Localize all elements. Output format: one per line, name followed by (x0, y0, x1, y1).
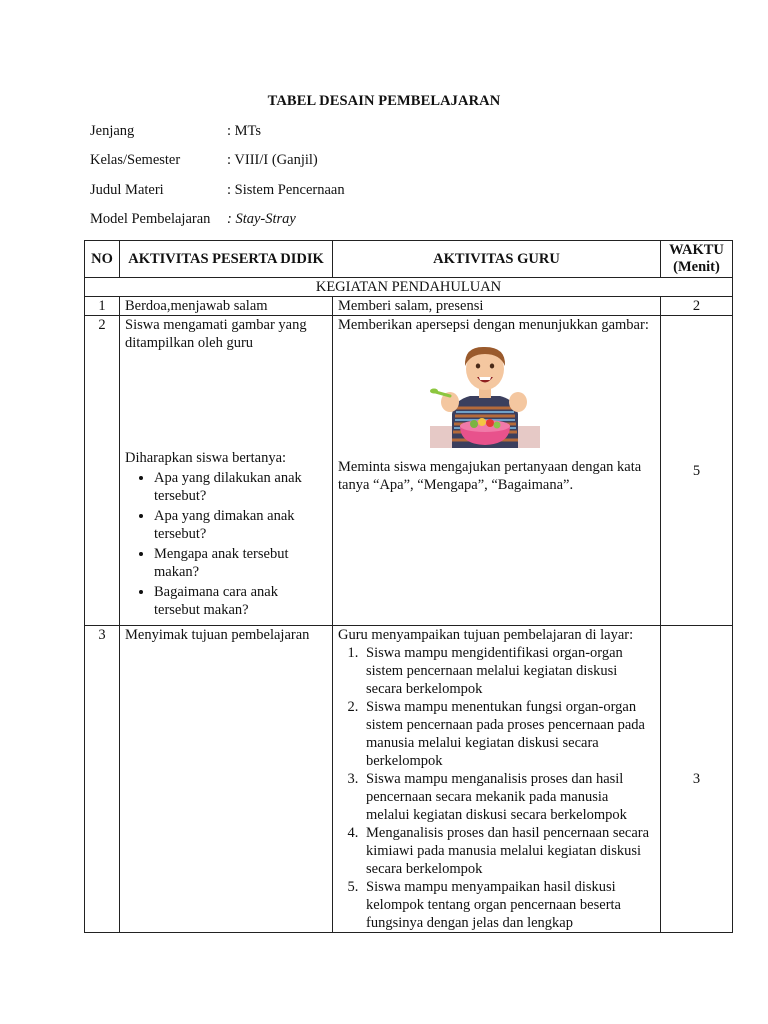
meta-row-model (90, 211, 296, 228)
list-item: 4. Menganalisis proses dan hasil pencernaan secara kimiawi pada manusia melalui kegiatan diskusi secara berkelompok (362, 824, 655, 878)
child-eating-illustration (430, 344, 540, 448)
list-item: • Bagaimana cara anak tersebut makan? (154, 583, 327, 619)
siswa-activity (120, 316, 333, 626)
guru-question-instruction: Meminta siswa mengajukan pertanyaan dengan kata tanya “Apa”, “Mengapa”, “Bagaimana”. (338, 459, 642, 493)
siswa-activity: Berdoa,menjawab salam (120, 297, 333, 316)
learning-design-table (84, 240, 733, 933)
meta-key: Model Pembelajaran (90, 211, 211, 227)
siswa-activity: Menyimak tujuan pembelajaran (120, 626, 333, 933)
header-aktivitas-siswa: AKTIVITAS PESERTA DIDIK (120, 241, 333, 278)
row-number: 2 (85, 316, 120, 626)
table-row (85, 626, 733, 933)
question-list (125, 469, 327, 619)
table-row (85, 297, 733, 316)
row-duration: 3 (661, 626, 733, 933)
row-duration: 5 (661, 316, 733, 626)
document-title: TABEL DESAIN PEMBELAJARAN (267, 93, 501, 109)
row-number: 3 (85, 626, 120, 933)
section-title: KEGIATAN PENDAHULUAN (85, 278, 733, 297)
guru-activity: Memberi salam, presensi (333, 297, 661, 316)
guru-activity (333, 626, 661, 933)
meta-value: : MTs (227, 123, 262, 139)
objectives-list (338, 644, 655, 932)
table-header-row (85, 241, 733, 278)
meta-value: : Stay-Stray (227, 211, 296, 227)
list-item: • Mengapa anak tersebut makan? (154, 545, 327, 581)
meta-key: Jenjang (90, 123, 135, 139)
list-item: 2. Siswa mampu menentukan fungsi organ-organ sistem pencernaan pada proses pencernaan pada manusia melalui kegiatan diskusi secara berkelompok (362, 698, 655, 770)
list-item: • Apa yang dilakukan anak tersebut? (154, 469, 327, 505)
meta-value: : Sistem Pencernaan (227, 182, 345, 198)
guru-activity (333, 316, 661, 626)
section-row (85, 278, 733, 297)
list-item: 1. Siswa mampu mengidentifikasi organ-organ sistem pencernaan melalui kegiatan diskusi secara berkelompok (362, 644, 655, 698)
guru-objectives-intro: Guru menyampaikan tujuan pembelajaran di layar: (338, 627, 634, 643)
child-eating-photo (430, 344, 540, 448)
row-number: 1 (85, 297, 120, 316)
meta-row-materi (90, 182, 345, 199)
list-item: 5. Siswa mampu menyampaikan hasil diskusi kelompok tentang organ pencernaan beserta fungsinya dengan jelas dan lengkap (362, 878, 655, 932)
list-item: 3. Siswa mampu menganalisis proses dan hasil pencernaan secara mekanik pada manusia melalui kegiatan diskusi secara berkelompok (362, 770, 655, 824)
meta-value: : VIII/I (Ganjil) (227, 152, 318, 168)
meta-row-kelas (90, 152, 318, 169)
list-item: • Apa yang dimakan anak tersebut? (154, 507, 327, 543)
meta-row-jenjang (90, 123, 261, 140)
row-duration: 2 (661, 297, 733, 316)
header-waktu: WAKTU (Menit) (661, 241, 733, 278)
siswa-observe-text: Siswa mengamati gambar yang ditampilkan oleh guru (125, 317, 307, 351)
table-row (85, 316, 733, 626)
guru-apersepsi-text: Memberikan apersepsi dengan menunjukkan gambar: (338, 317, 649, 333)
header-aktivitas-guru: AKTIVITAS GURU (333, 241, 661, 278)
header-no: NO (85, 241, 120, 278)
siswa-question-intro: Diharapkan siswa bertanya: (125, 450, 287, 466)
meta-key: Judul Materi (90, 182, 164, 198)
meta-key: Kelas/Semester (90, 152, 181, 168)
